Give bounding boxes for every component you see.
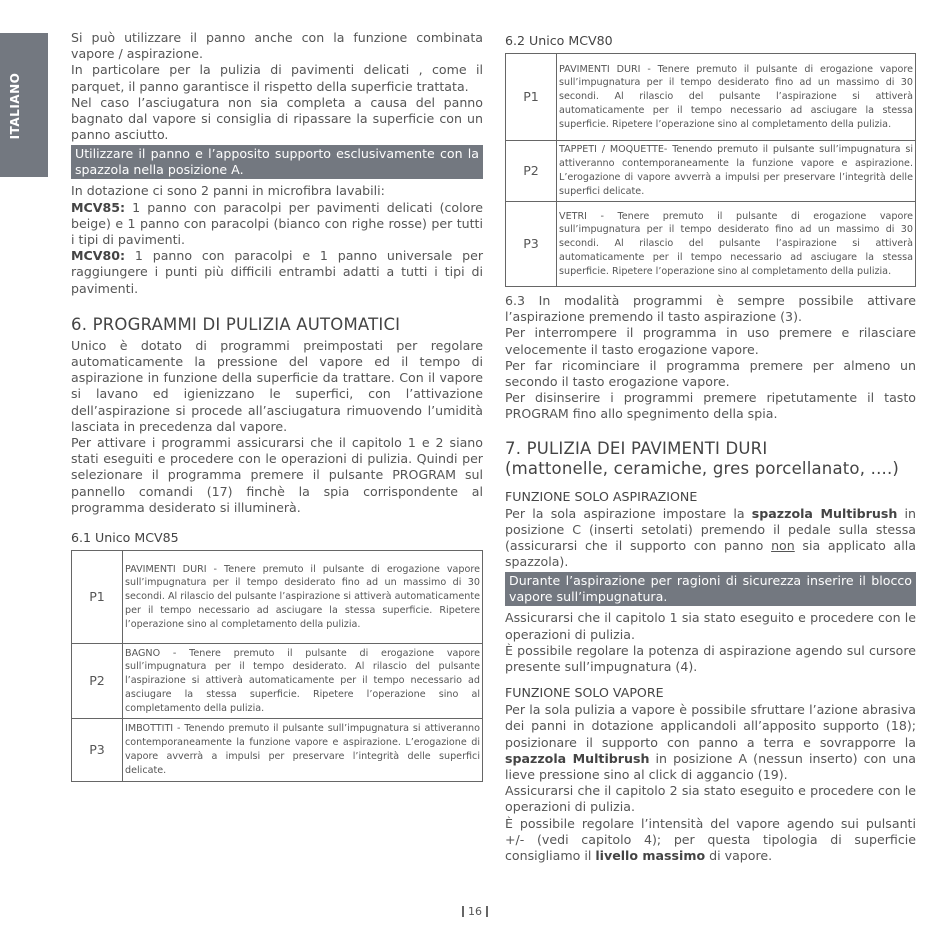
program-table bbox=[505, 53, 916, 287]
text-run: sia applicato alla spazzola). bbox=[505, 538, 916, 570]
paragraph: Per attivare i programmi assicurarsi che il capitolo 1 e 2 siano stati eseguiti e procedere con le operazioni di pulizia. Quindi per selezionare il programma premere il pulsante PROGRAM sul pannello comandi (17) finchè la spia corrispondente al programma desiderato si illuminerà. bbox=[71, 435, 483, 515]
paragraph bbox=[505, 506, 916, 571]
paragraph: Nel caso l’asciugatura non sia completa a causa del panno bagnato dal vapore si consiglia di ripassare la superficie con un panno asciutto. bbox=[71, 94, 483, 143]
paragraph: Per disinserire i programmi premere ripetutamente il tasto PROGRAM fino allo spegnimento della spia. bbox=[505, 390, 916, 422]
program-desc: TAPPETI / MOQUETTE- Tenendo premuto il pulsante sull’impugnatura si attiveranno contemporaneamente la funzione vapore e aspirazione. L’erogazione di vapore avverrà a impulsi per preservare l’integrità delle superfici delicate. bbox=[557, 141, 916, 202]
program-desc: PAVIMENTI DURI - Tenere premuto il pulsante di erogazione vapore sull’impugnatura per il tempo desiderato fino ad un massimo di 30 secondi. Al rilascio del pulsante l’aspirazione si attiverà automaticamente per il tempo necessario ad asciugare la stessa superficie. Ripetere l’operazione sino al completamento della pulizia. bbox=[557, 54, 916, 141]
text-run: È possibile regolare l’intensità del vapore agendo sui pulsanti +/- (vedi capitolo 4); per questa tipologia di superficie consigliamo il bbox=[505, 815, 916, 864]
section-heading: 6. PROGRAMMI DI PULIZIA AUTOMATICI bbox=[71, 314, 401, 334]
subsection-heading: 6.1 Unico MCV85 bbox=[71, 530, 179, 546]
text-run: di vapore. bbox=[705, 848, 773, 864]
page-number bbox=[0, 905, 950, 918]
table-row bbox=[506, 202, 916, 287]
function-heading: FUNZIONE SOLO VAPORE bbox=[505, 685, 664, 701]
subsection-heading: 6.2 Unico MCV80 bbox=[505, 33, 613, 48]
program-key: P2 bbox=[72, 644, 123, 719]
text-run: Per la sola pulizia a vapore è possibile sfruttare l’azione abrasiva dei panni in dotazione applicandoli all’apposito supporto (18); posizionare il supporto con panno a terra e sovrapporre la bbox=[505, 702, 916, 750]
paragraph: Per far ricominciare il programma premere per almeno un secondo il tasto erogazione vapore. bbox=[505, 357, 916, 390]
program-desc: BAGNO - Tenere premuto il pulsante di erogazione vapore sull’impugnatura per il tempo desiderato. Al rilascio del pulsante l’aspirazione si attiverà automaticamente per il tempo necessario ad asciugare la stessa superficie. Ripetere l’operazione sino al completamento della pulizia. bbox=[123, 644, 483, 719]
paragraph: Unico è dotato di programmi preimpostati per regolare automaticamente la pressione del vapore ed il tempo di aspirazione in funzione della superficie da trattare. Con il vapore si lavano ed igienizzano le superfici, con l’attivazione dell’aspirazione si procede all’asciugatura rimuovendo l’umidità lasciata in precedenza dal vapore. bbox=[71, 337, 483, 434]
table-row bbox=[506, 141, 916, 202]
model-label: MCV80: bbox=[71, 248, 126, 264]
paragraph: Si può utilizzare il panno anche con la funzione combinata vapore / aspirazione. bbox=[71, 30, 483, 62]
language-label: ITALIANO bbox=[8, 72, 22, 140]
text-run: in posizione C (inserti setolati) premendo il pedale sulla stessa (assicurarsi che il supporto con panno bbox=[505, 505, 916, 554]
section-subheading: (mattonelle, ceramiche, gres porcellanato, ....) bbox=[505, 458, 900, 478]
paragraph: Assicurarsi che il capitolo 2 sia stato eseguito e procedere con le operazioni di pulizia. bbox=[505, 783, 916, 815]
model-text: 1 panno con paracolpi per pavimenti delicati (colore beige) e 1 panno con paracolpi (bianco con righe rosse) per tutti i tipi di pavimenti. bbox=[71, 199, 483, 248]
paragraph: È possibile regolare la potenza di aspirazione agendo sul cursore presente sull’impugnatura (4). bbox=[505, 642, 916, 675]
table-row bbox=[72, 644, 483, 719]
right-column bbox=[505, 30, 916, 864]
text-run: in posizione A (nessun inserto) con una lieve pressione sino al click di aggancio (19). bbox=[505, 750, 917, 783]
paragraph: Assicurarsi che il capitolo 1 sia stato eseguito e procedere con le operazioni di pulizia. bbox=[505, 610, 916, 642]
warning-box: Durante l’aspirazione per ragioni di sicurezza inserire il blocco vapore sull’impugnatura. bbox=[505, 572, 916, 606]
text-run-bold: livello massimo bbox=[595, 848, 706, 864]
paragraph: Per interrompere il programma in uso premere e rilasciare velocemente il tasto erogazione vapore. bbox=[505, 325, 916, 357]
paragraph bbox=[505, 816, 916, 865]
language-tab bbox=[0, 33, 48, 177]
page-number-label: 16 bbox=[462, 906, 488, 917]
program-key: P1 bbox=[72, 551, 123, 644]
left-column bbox=[71, 30, 483, 782]
model-text: 1 panno con paracolpi e 1 panno universale per raggiungere i punti più difficili entrambi adatti a tutti i tipi di pavimenti. bbox=[71, 248, 483, 296]
program-key: P2 bbox=[506, 141, 557, 202]
text-run-bold: spazzola Multibrush bbox=[505, 750, 650, 766]
model-label: MCV85: bbox=[71, 199, 126, 215]
text-run-bold: spazzola Multibrush bbox=[751, 505, 898, 521]
warning-box: Utilizzare il panno e l’apposito supporto esclusivamente con la spazzola nella posizione A. bbox=[71, 145, 483, 179]
program-table bbox=[71, 550, 483, 782]
function-heading: FUNZIONE SOLO ASPIRAZIONE bbox=[505, 488, 698, 504]
table-row bbox=[72, 551, 483, 644]
program-key: P3 bbox=[506, 202, 557, 287]
program-desc: VETRI - Tenere premuto il pulsante di erogazione vapore sull’impugnatura per il tempo desiderato fino ad un massimo di 30 secondi. Al rilascio del pulsante l’aspirazione si attiverà automaticamente per il tempo necessario ad asciugare la stessa superficie. Ripetere l’operazione sino al completamento della pulizia. bbox=[557, 202, 916, 287]
program-desc: IMBOTTITI - Tenendo premuto il pulsante sull’impugnatura si attiveranno contemporaneamente la funzione vapore e aspirazione. L’erogazione di vapore avverrà a impulsi per preservare l’integrità delle superfici delicate. bbox=[123, 719, 483, 782]
paragraph bbox=[71, 248, 483, 297]
program-desc: PAVIMENTI DURI - Tenere premuto il pulsante di erogazione vapore sull’impugnatura per il tempo desiderato fino ad un massimo di 30 secondi. Al rilascio del pulsante l’aspirazione si attiverà automaticamente per il tempo necessario ad asciugare la stessa superficie. Ripetere l’operazione sino al completamento della pulizia. bbox=[123, 551, 483, 644]
paragraph: In particolare per la pulizia di pavimenti delicati , come il parquet, il panno garantisce il rispetto della superficie trattata. bbox=[71, 62, 483, 94]
table-row bbox=[506, 54, 916, 141]
text-run: Per la sola aspirazione impostare la bbox=[505, 505, 752, 521]
text-run-underline: non bbox=[771, 538, 795, 554]
paragraph: 6.3 In modalità programmi è sempre possibile attivare l’aspirazione premendo il tasto aspirazione (3). bbox=[505, 293, 916, 325]
program-key: P3 bbox=[72, 719, 123, 782]
section-heading: 7. PULIZIA DEI PAVIMENTI DURI bbox=[505, 438, 768, 458]
paragraph: In dotazione ci sono 2 panni in microfibra lavabili: bbox=[71, 183, 385, 199]
paragraph bbox=[71, 200, 483, 249]
program-key: P1 bbox=[506, 54, 557, 141]
paragraph bbox=[505, 702, 916, 783]
table-row bbox=[72, 719, 483, 782]
